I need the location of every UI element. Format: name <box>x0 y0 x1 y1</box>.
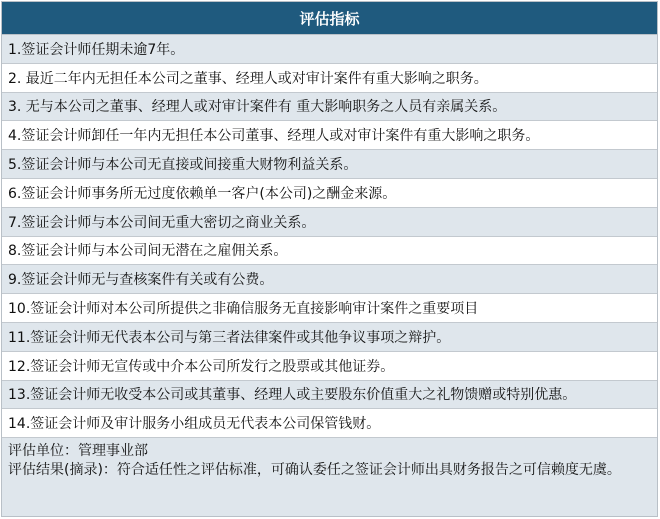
table-row: 8.签证会计师与本公司间无潜在之雇佣关系。 <box>2 237 657 266</box>
evaluation-result: 评估结果(摘录)：符合适任性之评估标准，可确认委任之签证会计师出具财务报告之可信赖度无虞。 <box>8 462 621 479</box>
table-row: 14.签证会计师及审计服务小组成员无代表本公司保管钱财。 <box>2 409 657 438</box>
table-header: 评估指标 <box>2 2 657 35</box>
evaluation-table <box>1 1 658 517</box>
evaluation-summary <box>2 438 657 516</box>
table-row: 9.签证会计师无与查核案件有关或有公费。 <box>2 265 657 294</box>
table-row: 13.签证会计师无收受本公司或其董事、经理人或主要股东价值重大之礼物馈赠或特别优惠。 <box>2 381 657 410</box>
table-row: 4.签证会计师卸任一年内无担任本公司董事、经理人或对审计案件有重大影响之职务。 <box>2 121 657 150</box>
table-row: 10.签证会计师对本公司所提供之非确信服务无直接影响审计案件之重要项目 <box>2 294 657 323</box>
table-row: 3. 无与本公司之董事、经理人或对审计案件有 重大影响职务之人员有亲属关系。 <box>2 93 657 122</box>
table-row: 6.签证会计师事务所无过度依赖单一客户(本公司)之酬金来源。 <box>2 179 657 208</box>
table-row: 2. 最近二年内无担任本公司之董事、经理人或对审计案件有重大影响之职务。 <box>2 64 657 93</box>
table-row: 5.签证会计师与本公司无直接或间接重大财物利益关系。 <box>2 150 657 179</box>
table-row: 1.签证会计师任期未逾7年。 <box>2 35 657 64</box>
table-row: 11.签证会计师无代表本公司与第三者法律案件或其他争议事项之辩护。 <box>2 323 657 352</box>
table-row: 12.签证会计师无宣传或中介本公司所发行之股票或其他证券。 <box>2 352 657 381</box>
table-row: 7.签证会计师与本公司间无重大密切之商业关系。 <box>2 208 657 237</box>
evaluation-unit: 评估单位：管理事业部 <box>8 443 148 460</box>
